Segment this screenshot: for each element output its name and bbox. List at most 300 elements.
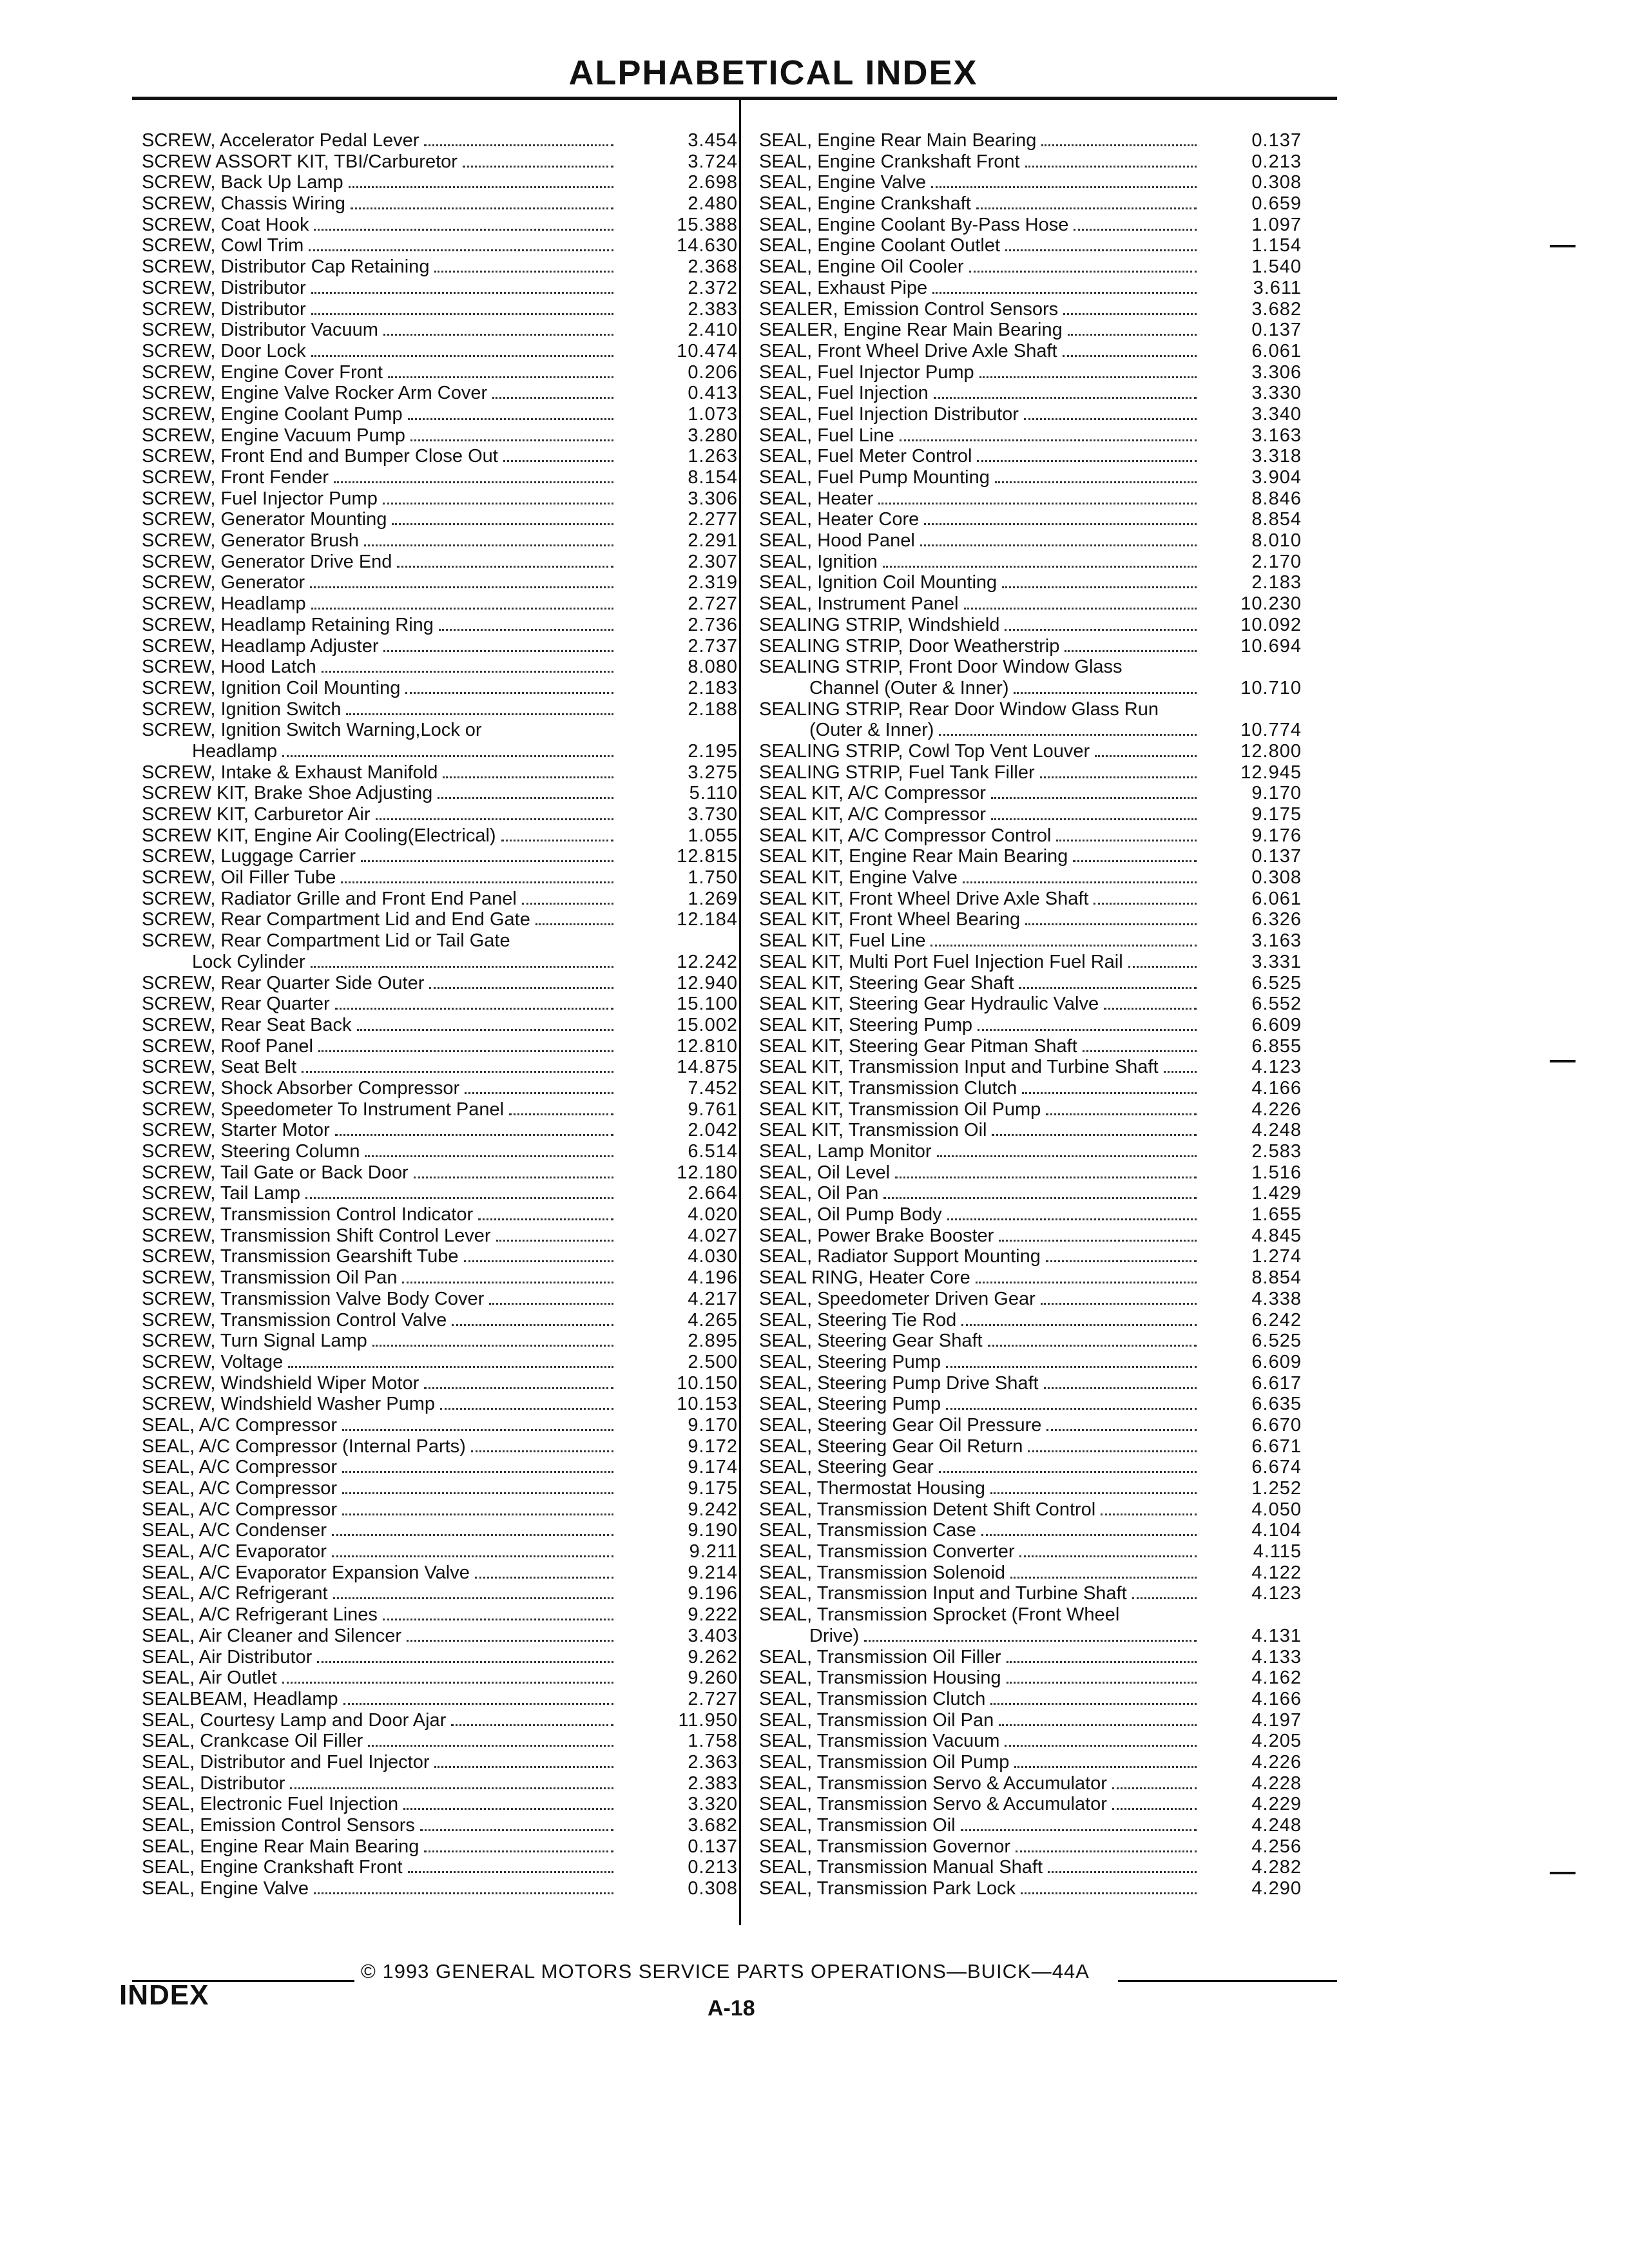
index-entry xyxy=(142,657,738,678)
index-entry-page: 3.682 xyxy=(1251,298,1302,320)
index-entry xyxy=(759,341,1302,362)
index-entry xyxy=(142,1267,738,1289)
index-entry-page: 6.855 xyxy=(1251,1035,1302,1057)
index-entry-page: 2.664 xyxy=(688,1183,738,1204)
index-entry-page: 3.724 xyxy=(688,151,738,172)
index-entry-label xyxy=(759,1331,1202,1352)
index-entry-text: SCREW, Coat Hook xyxy=(142,214,309,235)
index-entry-label xyxy=(759,1436,1202,1457)
index-entry-text: SEAL, Transmission Case xyxy=(759,1520,976,1541)
index-entry-text: SCREW, Engine Vacuum Pump xyxy=(142,425,405,446)
index-entry xyxy=(142,1478,738,1499)
index-entry-text: SCREW, Hood Latch xyxy=(142,657,316,678)
index-entry-page: 2.372 xyxy=(688,277,738,298)
index-entry-page: 4.030 xyxy=(688,1246,738,1267)
index-entry xyxy=(142,804,738,825)
index-entry-text: SEAL, Fuel Meter Control xyxy=(759,446,972,467)
index-entry xyxy=(759,446,1302,467)
index-entry xyxy=(142,825,738,847)
index-entry-text: SEAL, Transmission Oil Filler xyxy=(759,1646,1001,1667)
index-entry-label xyxy=(142,151,619,173)
index-entry-text: SCREW, Generator Mounting xyxy=(142,509,387,530)
index-entry-page: 2.195 xyxy=(688,740,738,762)
index-entry-label xyxy=(142,278,619,299)
index-entry-text: SEAL, Transmission Servo & Accumulator xyxy=(759,1794,1107,1815)
dot-leader xyxy=(503,459,613,462)
index-entry-page: 4.256 xyxy=(1251,1836,1302,1857)
index-entry-text: Channel (Outer & Inner) xyxy=(809,677,1009,698)
index-entry-text: SEAL, Steering Pump xyxy=(759,1394,941,1415)
index-entry-text: SCREW, Rear Compartment Lid or Tail Gate xyxy=(142,930,510,952)
dot-leader xyxy=(489,1302,613,1305)
index-entry-text: SEAL, Emission Control Sensors xyxy=(142,1815,415,1836)
index-entry-text: SEALING STRIP, Door Weatherstrip xyxy=(759,635,1060,657)
dot-leader xyxy=(318,1049,613,1052)
dot-leader xyxy=(424,143,613,146)
index-entry-page: 10.092 xyxy=(1240,614,1302,635)
index-entry-text: SEAL RING, Heater Core xyxy=(759,1267,970,1289)
index-entry-page: 4.166 xyxy=(1251,1688,1302,1709)
index-entry-page: 4.290 xyxy=(1251,1878,1302,1899)
index-entry-text: SCREW, Transmission Oil Pan xyxy=(142,1267,398,1289)
index-entry-label xyxy=(759,1541,1202,1562)
dot-leader xyxy=(383,649,613,652)
index-entry-label xyxy=(759,1647,1202,1668)
index-entry-page: 2.183 xyxy=(1251,572,1302,593)
index-entry xyxy=(759,362,1302,383)
index-entry-label xyxy=(142,1204,619,1225)
index-entry-text: SEAL, Air Cleaner and Silencer xyxy=(142,1625,401,1646)
index-entry-text: SCREW, Headlamp xyxy=(142,593,306,615)
index-entry-label xyxy=(759,1794,1202,1815)
dot-leader xyxy=(932,291,1197,294)
index-entry-label xyxy=(142,1731,619,1752)
index-entry-page: 9.222 xyxy=(688,1604,738,1626)
index-entry-page: 4.027 xyxy=(688,1225,738,1246)
index-entry-label xyxy=(142,636,619,657)
dot-leader xyxy=(961,1828,1197,1831)
page-number: A-18 xyxy=(708,1996,755,2021)
index-entry-label xyxy=(142,1436,619,1457)
index-entry xyxy=(142,1520,738,1541)
index-entry-text: SEAL, Engine Oil Cooler xyxy=(759,256,964,278)
dot-leader xyxy=(1065,649,1197,652)
index-entry-text: SEAL, A/C Evaporator xyxy=(142,1541,327,1562)
index-entry-text: SCREW, Radiator Grille and Front End Panel xyxy=(142,888,517,909)
index-entry-page: 6.670 xyxy=(1251,1414,1302,1436)
index-entry-text: SEAL, Transmission Manual Shaft xyxy=(759,1857,1043,1878)
index-entry-text: SEAL, Transmission Governor xyxy=(759,1836,1011,1857)
dot-leader xyxy=(1083,1049,1197,1052)
index-entry xyxy=(759,783,1302,804)
index-entry-page: 2.727 xyxy=(688,1688,738,1709)
index-entry-label xyxy=(142,615,619,636)
index-entry-text: SEAL, Engine Crankshaft Front xyxy=(142,1857,403,1878)
index-entry xyxy=(142,1541,738,1562)
index-entry-label xyxy=(142,909,619,930)
index-entry-page: 4.104 xyxy=(1251,1520,1302,1541)
index-entry-text: SEAL KIT, A/C Compressor xyxy=(759,804,986,825)
index-entry-label xyxy=(759,741,1202,762)
index-entry-text: SEAL, Engine Coolant Outlet xyxy=(759,235,1001,256)
index-entry-text: SEAL, Lamp Monitor xyxy=(759,1141,932,1162)
index-entry-label xyxy=(142,572,619,593)
dot-leader xyxy=(1005,248,1197,251)
index-entry-page: 9.214 xyxy=(688,1562,738,1583)
index-entry-text: SEAL, Engine Valve xyxy=(759,172,927,193)
dot-leader xyxy=(311,312,613,315)
index-entry-text: SEAL, Distributor xyxy=(142,1773,285,1794)
index-entry-label xyxy=(759,552,1202,573)
index-entry-label xyxy=(142,678,619,699)
index-entry xyxy=(759,1015,1302,1036)
dot-leader xyxy=(372,1343,613,1347)
index-entry xyxy=(142,1394,738,1415)
index-entry-label xyxy=(759,278,1202,299)
index-entry-label xyxy=(142,552,619,573)
index-entry-page: 2.319 xyxy=(688,572,738,593)
dot-leader xyxy=(924,522,1197,525)
index-entry-text: SEAL, Engine Rear Main Bearing xyxy=(142,1836,419,1857)
index-entry xyxy=(759,909,1302,930)
index-entry xyxy=(142,930,738,952)
index-entry-text: SEAL, Oil Pan xyxy=(759,1183,879,1204)
index-entry-text: SCREW ASSORT KIT, TBI/Carburetor xyxy=(142,151,458,172)
index-entry-text: SCREW, Steering Column xyxy=(142,1141,360,1162)
index-entry xyxy=(142,1225,738,1247)
index-entry-text: SCREW, Distributor xyxy=(142,277,306,298)
index-entry-label xyxy=(142,1352,619,1373)
index-entry-page: 3.275 xyxy=(688,762,738,783)
index-entry xyxy=(759,1394,1302,1415)
dot-leader xyxy=(335,1133,613,1136)
index-entry xyxy=(142,973,738,994)
dot-leader xyxy=(361,859,613,862)
dot-leader xyxy=(368,1744,613,1747)
dot-leader xyxy=(452,1323,613,1326)
index-entry-label xyxy=(759,1120,1202,1141)
index-entry xyxy=(142,1878,738,1899)
index-entry-text: SEAL, Transmission Vacuum xyxy=(759,1731,1000,1752)
dot-leader xyxy=(991,796,1197,799)
index-entry-text: SCREW, Generator Brush xyxy=(142,530,359,552)
index-entry xyxy=(142,1731,738,1752)
dot-leader xyxy=(509,1112,613,1115)
index-entry xyxy=(759,1836,1302,1858)
index-entry xyxy=(759,889,1302,910)
index-entry-label xyxy=(142,593,619,615)
index-entry-label xyxy=(142,889,619,910)
index-entry xyxy=(759,1794,1302,1815)
index-entry-label xyxy=(142,1394,619,1415)
index-entry xyxy=(142,425,738,447)
dot-leader xyxy=(424,1386,613,1389)
index-entry-page: 4.229 xyxy=(1251,1794,1302,1815)
index-entry-text: SEAL, Speedometer Driven Gear xyxy=(759,1288,1036,1309)
index-column-left xyxy=(142,130,738,1899)
dot-leader xyxy=(434,269,613,273)
index-entry xyxy=(759,1878,1302,1899)
index-entry-text: SEAL KIT, Engine Rear Main Bearing xyxy=(759,846,1068,867)
index-entry xyxy=(142,762,738,783)
index-entry xyxy=(759,1710,1302,1731)
index-entry-page: 12.800 xyxy=(1240,740,1302,762)
index-entry-page: 4.282 xyxy=(1251,1857,1302,1878)
index-entry-label xyxy=(142,488,619,510)
index-entry-page: 1.269 xyxy=(688,888,738,909)
index-entry xyxy=(759,1457,1302,1478)
index-entry-page: 3.730 xyxy=(688,804,738,825)
index-entry-text: SEAL KIT, Transmission Oil xyxy=(759,1120,987,1141)
dot-leader xyxy=(946,1407,1197,1410)
index-entry-label xyxy=(759,1604,1202,1626)
index-entry-label xyxy=(759,615,1202,636)
index-entry-label xyxy=(759,1731,1202,1752)
index-entry-label xyxy=(759,1099,1202,1120)
index-entry xyxy=(142,1141,738,1162)
index-entry-text: SCREW, Ignition Switch Warning,Lock or xyxy=(142,720,482,741)
index-entry xyxy=(759,1541,1302,1562)
index-entry-label xyxy=(142,1478,619,1499)
index-entry xyxy=(142,593,738,615)
index-entry-page: 4.845 xyxy=(1251,1225,1302,1246)
dot-leader xyxy=(383,1617,613,1620)
index-entry-page: 2.500 xyxy=(688,1351,738,1372)
index-entry-page: 2.188 xyxy=(688,698,738,720)
index-entry xyxy=(759,930,1302,952)
index-entry xyxy=(142,783,738,804)
index-entry-page: 6.326 xyxy=(1251,909,1302,930)
index-entry xyxy=(759,867,1302,889)
index-entry-text: SCREW, Rear Seat Back xyxy=(142,1014,352,1035)
index-entry-page: 9.211 xyxy=(689,1541,738,1562)
index-entry-label xyxy=(142,425,619,447)
index-entry-text: SEAL, Transmission Converter xyxy=(759,1541,1015,1562)
index-entry-text: SEAL, A/C Refrigerant xyxy=(142,1583,328,1604)
index-entry-page: 4.050 xyxy=(1251,1499,1302,1520)
index-entry-label xyxy=(759,1878,1202,1899)
dot-leader xyxy=(535,922,613,925)
dot-leader xyxy=(999,1238,1197,1242)
index-entry-label xyxy=(759,952,1202,973)
index-entry xyxy=(759,1857,1302,1878)
index-entry-text: SEALING STRIP, Fuel Tank Filler xyxy=(759,762,1035,783)
dot-leader xyxy=(963,880,1197,883)
dot-leader xyxy=(1056,838,1197,841)
index-entry-text: SCREW, Seat Belt xyxy=(142,1057,297,1078)
index-entry-page: 8.154 xyxy=(688,467,738,488)
index-entry-text: SCREW, Engine Valve Rocker Arm Cover xyxy=(142,383,488,404)
dot-leader xyxy=(438,796,613,799)
dot-leader xyxy=(1164,1070,1197,1073)
index-entry-text: SEAL, Transmission Oil xyxy=(759,1815,956,1836)
dot-leader xyxy=(979,375,1197,378)
index-entry-label xyxy=(759,1057,1202,1078)
index-entry-label xyxy=(142,509,619,530)
index-entry-text: SEAL, A/C Evaporator Expansion Valve xyxy=(142,1562,470,1583)
index-entry-text: SCREW, Speedometer To Instrument Panel xyxy=(142,1099,505,1120)
index-entry-page: 0.308 xyxy=(1251,867,1302,889)
index-entry-label xyxy=(759,1457,1202,1478)
dot-leader xyxy=(388,375,613,378)
index-entry-label xyxy=(759,299,1202,320)
index-entry-label xyxy=(142,299,619,320)
index-entry-page: 1.429 xyxy=(1251,1183,1302,1204)
index-entry-label xyxy=(142,846,619,867)
index-entry-label xyxy=(142,699,619,720)
index-entry-label xyxy=(759,1267,1202,1289)
index-entry-label xyxy=(759,215,1202,236)
index-entry-label xyxy=(759,1815,1202,1836)
index-entry xyxy=(142,193,738,215)
index-entry-label xyxy=(759,320,1202,341)
index-entry-text: SEAL, Steering Gear Shaft xyxy=(759,1331,983,1352)
index-entry-text: Headlamp xyxy=(192,740,278,762)
index-entry-text: SEAL, Engine Valve xyxy=(142,1878,309,1899)
index-entry xyxy=(759,1499,1302,1521)
index-entry-page: 9.761 xyxy=(688,1099,738,1120)
dot-leader xyxy=(1046,1259,1197,1262)
index-entry xyxy=(759,151,1302,173)
index-entry-text: SCREW, Roof Panel xyxy=(142,1035,313,1057)
index-entry-label xyxy=(142,930,619,952)
dot-leader xyxy=(1073,859,1197,862)
index-entry xyxy=(142,1162,738,1184)
index-entry-page: 1.263 xyxy=(688,446,738,467)
index-entry xyxy=(142,1415,738,1436)
dot-leader xyxy=(883,564,1197,568)
index-entry xyxy=(759,1352,1302,1373)
index-entry-label xyxy=(142,1710,619,1731)
index-entry-text: SEAL, Thermostat Housing xyxy=(759,1478,985,1499)
index-entry-text: SEAL, Ignition Coil Mounting xyxy=(759,572,998,593)
index-entry-text: SEAL, Transmission Sprocket (Front Wheel xyxy=(759,1604,1120,1626)
index-entry-label xyxy=(142,1836,619,1858)
index-entry-page: 9.196 xyxy=(688,1583,738,1604)
dot-leader xyxy=(1044,1386,1197,1389)
dot-leader xyxy=(1040,775,1197,778)
index-entry-page: 2.895 xyxy=(688,1331,738,1352)
index-entry-label xyxy=(759,488,1202,510)
index-entry xyxy=(142,130,738,151)
index-entry-label xyxy=(759,762,1202,783)
index-entry-label xyxy=(809,720,1202,741)
index-entry xyxy=(759,235,1302,256)
dot-leader xyxy=(288,1365,613,1368)
index-entry-label xyxy=(142,256,619,278)
index-entry-page: 2.383 xyxy=(688,1773,738,1794)
dot-leader xyxy=(410,438,613,441)
index-entry-page: 3.318 xyxy=(1251,446,1302,467)
margin-tick xyxy=(1550,1872,1576,1874)
dot-leader xyxy=(522,901,613,905)
index-entry xyxy=(759,1120,1302,1141)
index-entry-label xyxy=(759,235,1202,256)
index-entry-text: SEALER, Engine Rear Main Bearing xyxy=(759,320,1063,341)
index-entry xyxy=(759,256,1302,278)
index-entry xyxy=(759,1562,1302,1584)
index-entry-text: SEAL, Transmission Solenoid xyxy=(759,1562,1006,1583)
index-entry-text: SEAL, Fuel Injection Distributor xyxy=(759,403,1019,425)
dot-leader xyxy=(342,1428,613,1431)
index-entry-label xyxy=(759,172,1202,193)
index-entry-label xyxy=(142,1689,619,1710)
dot-leader xyxy=(311,965,613,968)
dot-leader xyxy=(501,838,613,841)
index-entry-page: 6.671 xyxy=(1251,1436,1302,1457)
index-entry-label xyxy=(759,151,1202,173)
dot-leader xyxy=(978,1028,1197,1031)
index-entry xyxy=(142,1436,738,1457)
index-entry xyxy=(759,994,1302,1015)
index-entry xyxy=(142,383,738,404)
index-entry-page: 4.248 xyxy=(1251,1815,1302,1836)
index-entry-label xyxy=(142,1225,619,1247)
index-entry-page: 4.228 xyxy=(1251,1773,1302,1794)
index-entry xyxy=(142,1857,738,1878)
index-entry-page: 14.630 xyxy=(677,235,738,256)
index-entry-page: 10.230 xyxy=(1240,593,1302,615)
index-entry-text: SCREW KIT, Carburetor Air xyxy=(142,804,371,825)
index-entry xyxy=(142,1310,738,1331)
index-entry-page: 8.854 xyxy=(1251,1267,1302,1289)
index-entry-label xyxy=(142,1815,619,1836)
index-entry-label xyxy=(142,1794,619,1815)
index-entry-text: SCREW, Transmission Valve Body Cover xyxy=(142,1288,485,1309)
index-entry-label xyxy=(759,446,1202,467)
dot-leader xyxy=(310,585,613,588)
dot-leader xyxy=(383,332,613,336)
index-entry-text: SEAL, Oil Pump Body xyxy=(759,1204,942,1225)
index-entry-page: 2.583 xyxy=(1251,1141,1302,1162)
dot-leader xyxy=(969,269,1197,273)
index-entry xyxy=(142,1457,738,1478)
index-entry-label xyxy=(759,509,1202,530)
dot-leader xyxy=(465,1091,613,1094)
index-entry-label xyxy=(142,193,619,215)
index-entry-text: SEAL, Steering Gear Oil Return xyxy=(759,1436,1023,1457)
index-entry-page: 11.950 xyxy=(678,1709,738,1731)
index-entry-page: 3.682 xyxy=(688,1815,738,1836)
index-entry-label xyxy=(759,383,1202,404)
index-entry xyxy=(759,846,1302,867)
dot-leader xyxy=(357,1028,613,1031)
index-entry xyxy=(142,867,738,889)
index-entry-label xyxy=(142,825,619,847)
copyright-notice: © 1993 GENERAL MOTORS SERVICE PARTS OPERATIONS—BUICK—44A xyxy=(361,1960,1090,1983)
dot-leader xyxy=(1132,1596,1197,1599)
index-entry-text: SCREW, Generator Drive End xyxy=(142,551,392,572)
index-entry-text: SCREW, Transmission Control Indicator xyxy=(142,1204,474,1225)
index-entry-page: 2.727 xyxy=(688,593,738,615)
index-entry-page: 3.163 xyxy=(1251,425,1302,446)
index-entry-label xyxy=(142,1078,619,1099)
dot-leader xyxy=(309,248,613,251)
index-entry-label xyxy=(142,1541,619,1562)
index-entry-page: 2.170 xyxy=(1251,551,1302,572)
index-entry xyxy=(759,130,1302,151)
index-entry-text: SCREW, Cowl Trim xyxy=(142,235,304,256)
dot-leader xyxy=(311,606,613,610)
dot-leader xyxy=(311,354,613,357)
dot-leader xyxy=(946,1365,1197,1368)
index-entry xyxy=(142,699,738,720)
dot-leader xyxy=(1046,1112,1197,1115)
index-entry xyxy=(142,1099,738,1120)
index-entry-page: 4.133 xyxy=(1251,1646,1302,1667)
index-entry-page: 1.655 xyxy=(1251,1204,1302,1225)
index-entry-label xyxy=(142,867,619,889)
